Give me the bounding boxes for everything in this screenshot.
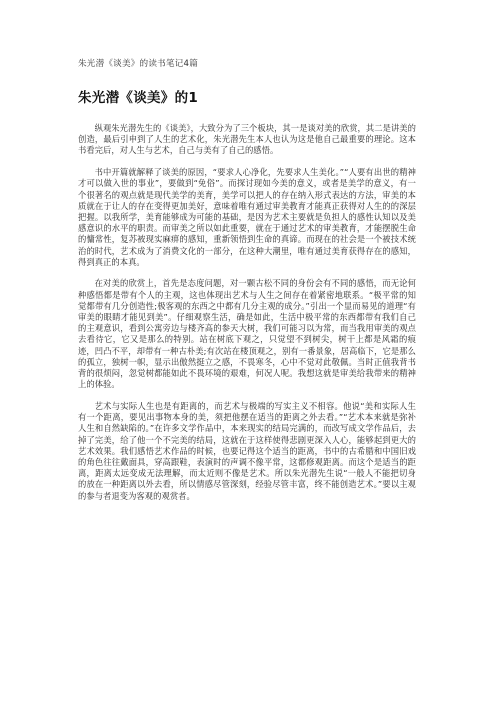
paragraph-3: 在对美的欣赏上，首先是态度问题，对一颗古松不同的身份会有不同的感悟，而无论何种感悟都是带有个人的主观，这也体现出艺术与人生之间存在着紧密地联系。“极平常的知觉都带有几分创造性;极客观的东西之中都有几分主观的成分。”引出一个显而易见的道理“有审美的眼睛才能见到美”。仔细观察生活，确是如此，生活中极平常的东西都带有我们自己的主观意识，看到公寓旁边与楼齐高的参天大树，我们可能习以为常，而当我用审美的观点去看待它，它又是那么的特别。站在树底下观之，只觉望不到树尖，树干上都是风霜的痕迹，凹凸不平，却带有一种古朴美;有次站在楼顶观之，别有一番景象，居高临下，它是那么的孤立，独树一帜，显示出傲然挺立之感，不畏寒冬，心中不觉对此敬佩。当时正值我背书背的很烦闷，忽觉树都能如此不畏环境的艰难，何况人呢。我想这就是审美给我带来的精神上的体验。 — [78, 278, 416, 390]
document-header: 朱光潜《谈美》的读书笔记4篇 — [78, 59, 198, 69]
paragraph-1: 纵观朱光潜先生的《谈美》，大致分为了三个板块，其一是谈对美的欣赏，其二是讲美的创造，最后引申到了人生的艺术化，朱光潜先生本人也认为这是他自己最重要的理论。这本书看完后，对人生与艺术，自己与美有了自己的感悟。 — [78, 123, 416, 156]
paragraph-2: 书中开篇就解释了谈美的原因，“要求人心净化，先要求人生美化。”“人要有出世的精神才可以做入世的事业”，要做到“免俗”。而探讨现如今美的意义，或者是美学的意义，有一个很著名的观点就是现代美学的美育，美学可以把人的存在纳入形式表达的方法，审美的本质就在于让人的存在变得更加美好，意味着唯有通过审美教育才能真正获得对人生的的深层把握。以我所学，美育能够成为可能的基础，是因为艺术主要就是负担人的感性认知以及美感意识的水平的职责。而审美之所以如此重要，就在于通过艺术的审美教育，才能摆脱生命的慵常性，复苏被现实麻痹的感知，重新领悟到生命的真谛。而现在的社会是一个被技术统治的时代，艺术成为了消费文化的一部分，在这种大潮里，唯有通过美育获得存在的感知，得到真正的本真。 — [78, 167, 416, 267]
article-title: 朱光潜《谈美》的1 — [78, 90, 199, 106]
article-body — [78, 123, 416, 512]
paragraph-4: 艺术与实际人生也是有距离的，而艺术与极端的写实主义不相容。他说“美和实际人生有一个距离，要见出事物本身的美，须把他摆在适当的距离之外去看。”“艺术本来就是弥补人生和自然缺陷的。”在许多文学作品中，本来现实的结局完满的，而改写成文学作品后，去掉了完美，给了他一个不完美的结局，这就在于这样使得悲剧更深入人心，能够起到更大的艺术效果。我们感悟艺术作品的时候，也要记得这个适当的距离，书中的古希腊和中国旧戏的角色往往戴面具，穿高跟鞋，表演时的声调不像平常，这都修观距离。而这个是适当的距离，距离太远变成无法理解，而太近则不像是艺术。所以朱光潜先生说“一般人不能把切身的放在一种距离以外去看，所以情感尽管深刻，经验尽管丰富，终不能创造艺术。”要以主观的参与者退变为客观的观赏者。 — [78, 400, 416, 501]
